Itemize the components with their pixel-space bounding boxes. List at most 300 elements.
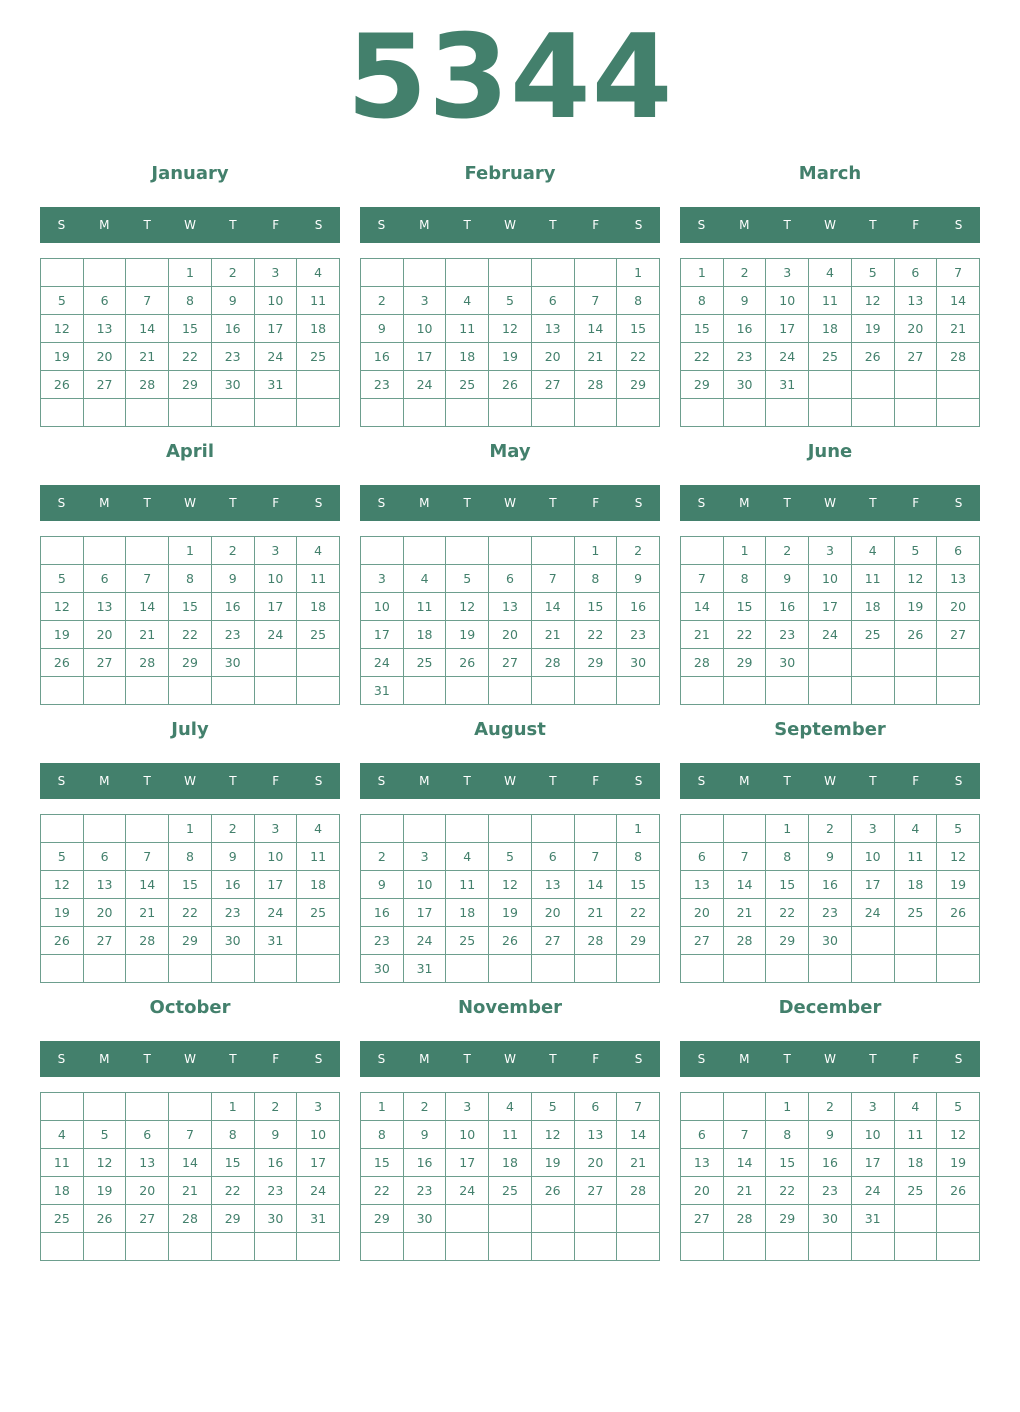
day-cell: 30	[617, 649, 660, 677]
week-row	[681, 955, 980, 983]
week-row	[681, 677, 980, 705]
day-cell: 9	[723, 287, 766, 315]
weekday-label: T	[869, 774, 877, 788]
day-cell: 17	[851, 871, 894, 899]
empty-day-cell	[681, 677, 724, 705]
empty-day-cell	[489, 1233, 532, 1261]
empty-day-cell	[809, 371, 852, 399]
day-cell: 9	[361, 315, 404, 343]
day-cell: 2	[361, 843, 404, 871]
day-cell: 13	[83, 593, 126, 621]
day-cell: 19	[41, 621, 84, 649]
weekday-label: W	[824, 496, 836, 510]
day-cell: 1	[723, 537, 766, 565]
day-cell: 23	[809, 1177, 852, 1205]
empty-day-cell	[361, 1233, 404, 1261]
day-cell: 20	[574, 1149, 617, 1177]
week-row	[681, 593, 980, 621]
day-grid	[680, 1092, 980, 1261]
day-cell: 16	[809, 1149, 852, 1177]
day-cell: 12	[41, 315, 84, 343]
day-cell: 17	[446, 1149, 489, 1177]
weekday-header	[680, 763, 980, 799]
day-cell: 4	[41, 1121, 84, 1149]
day-cell: 29	[169, 649, 212, 677]
empty-day-cell	[446, 677, 489, 705]
empty-day-cell	[489, 677, 532, 705]
day-cell: 26	[894, 621, 937, 649]
day-cell: 26	[937, 1177, 980, 1205]
empty-day-cell	[937, 677, 980, 705]
week-row	[361, 287, 660, 315]
day-cell: 29	[211, 1205, 254, 1233]
day-cell: 19	[489, 899, 532, 927]
day-cell: 10	[403, 871, 446, 899]
day-cell: 22	[723, 621, 766, 649]
day-cell: 24	[446, 1177, 489, 1205]
empty-day-cell	[446, 815, 489, 843]
week-row	[41, 1149, 340, 1177]
day-cell: 27	[126, 1205, 169, 1233]
empty-day-cell	[809, 399, 852, 427]
day-cell: 13	[489, 593, 532, 621]
weekday-label: F	[272, 496, 280, 510]
day-cell: 24	[809, 621, 852, 649]
empty-day-cell	[894, 399, 937, 427]
day-cell: 27	[83, 927, 126, 955]
day-cell: 24	[403, 927, 446, 955]
day-cell: 27	[681, 1205, 724, 1233]
empty-day-cell	[531, 677, 574, 705]
weekday-label: T	[229, 496, 237, 510]
empty-day-cell	[766, 1233, 809, 1261]
day-cell: 21	[126, 621, 169, 649]
month-name: June	[807, 441, 853, 462]
year-title: 5344	[346, 10, 674, 145]
day-cell: 12	[41, 871, 84, 899]
day-cell: 13	[531, 315, 574, 343]
week-row	[41, 259, 340, 287]
week-row	[361, 955, 660, 983]
week-row	[41, 927, 340, 955]
month-name: April	[165, 441, 215, 462]
day-cell: 12	[41, 593, 84, 621]
week-row	[681, 399, 980, 427]
day-cell: 22	[617, 899, 660, 927]
day-cell: 4	[894, 1093, 937, 1121]
day-cell: 27	[83, 371, 126, 399]
empty-day-cell	[723, 1233, 766, 1261]
empty-day-cell	[297, 649, 340, 677]
empty-day-cell	[169, 399, 212, 427]
weekday-label: F	[272, 1052, 280, 1066]
weekday-label: S	[314, 496, 323, 510]
empty-day-cell	[41, 677, 84, 705]
week-row	[681, 927, 980, 955]
day-cell: 14	[126, 593, 169, 621]
day-cell: 23	[361, 927, 404, 955]
week-row	[361, 343, 660, 371]
month-name: September	[774, 719, 886, 740]
weekday-header	[40, 485, 340, 521]
week-row	[361, 1149, 660, 1177]
day-cell: 5	[531, 1093, 574, 1121]
week-row	[41, 955, 340, 983]
weekday-label: M	[419, 774, 430, 788]
week-row	[361, 537, 660, 565]
day-cell: 19	[894, 593, 937, 621]
day-cell: 30	[403, 1205, 446, 1233]
day-cell: 22	[681, 343, 724, 371]
day-cell: 20	[83, 899, 126, 927]
empty-day-cell	[574, 399, 617, 427]
day-cell: 3	[361, 565, 404, 593]
empty-day-cell	[361, 537, 404, 565]
week-row	[681, 1093, 980, 1121]
day-cell: 30	[211, 927, 254, 955]
day-cell: 8	[617, 843, 660, 871]
day-cell: 31	[254, 371, 297, 399]
weekday-label: S	[57, 774, 66, 788]
empty-day-cell	[446, 1205, 489, 1233]
month-name: July	[171, 719, 209, 740]
day-cell: 8	[574, 565, 617, 593]
day-cell: 23	[211, 621, 254, 649]
day-cell: 20	[681, 1177, 724, 1205]
day-cell: 2	[211, 537, 254, 565]
day-cell: 6	[894, 259, 937, 287]
day-cell: 8	[766, 843, 809, 871]
day-cell: 22	[766, 1177, 809, 1205]
empty-day-cell	[809, 955, 852, 983]
day-cell: 6	[574, 1093, 617, 1121]
weekday-header	[360, 485, 660, 521]
empty-day-cell	[851, 649, 894, 677]
empty-day-cell	[126, 815, 169, 843]
week-row	[361, 677, 660, 705]
weekday-label: T	[463, 496, 471, 510]
day-cell: 21	[126, 899, 169, 927]
weekday-label: S	[954, 774, 963, 788]
day-cell: 18	[446, 343, 489, 371]
day-cell: 17	[297, 1149, 340, 1177]
day-cell: 6	[681, 1121, 724, 1149]
week-row	[361, 843, 660, 871]
day-grid	[360, 536, 660, 705]
weekday-label: S	[954, 496, 963, 510]
empty-day-cell	[894, 955, 937, 983]
day-cell: 5	[489, 843, 532, 871]
day-cell: 6	[531, 843, 574, 871]
day-cell: 20	[489, 621, 532, 649]
empty-day-cell	[83, 1093, 126, 1121]
day-cell: 9	[766, 565, 809, 593]
day-cell: 18	[446, 899, 489, 927]
day-grid	[680, 258, 980, 427]
day-cell: 17	[254, 871, 297, 899]
day-cell: 7	[126, 843, 169, 871]
week-row	[681, 343, 980, 371]
day-cell: 26	[446, 649, 489, 677]
day-cell: 27	[489, 649, 532, 677]
day-cell: 28	[681, 649, 724, 677]
empty-day-cell	[617, 399, 660, 427]
day-cell: 11	[851, 565, 894, 593]
weekday-label: M	[99, 1052, 110, 1066]
day-cell: 15	[766, 1149, 809, 1177]
weekday-label: M	[99, 774, 110, 788]
weekday-label: W	[504, 218, 516, 232]
day-cell: 18	[489, 1149, 532, 1177]
week-row	[41, 287, 340, 315]
day-cell: 21	[723, 899, 766, 927]
week-row	[361, 259, 660, 287]
day-cell: 11	[41, 1149, 84, 1177]
day-cell: 6	[489, 565, 532, 593]
day-cell: 13	[937, 565, 980, 593]
weekday-label: T	[143, 774, 151, 788]
month-name: December	[778, 997, 882, 1018]
day-cell: 31	[254, 927, 297, 955]
day-cell: 25	[809, 343, 852, 371]
day-cell: 24	[297, 1177, 340, 1205]
week-row	[681, 537, 980, 565]
day-cell: 5	[83, 1121, 126, 1149]
weekday-label: T	[229, 218, 237, 232]
week-row	[41, 315, 340, 343]
day-cell: 19	[489, 343, 532, 371]
month-name: November	[457, 997, 563, 1018]
day-cell: 5	[851, 259, 894, 287]
day-cell: 15	[361, 1149, 404, 1177]
day-cell: 19	[937, 871, 980, 899]
weekday-label: T	[783, 774, 791, 788]
day-cell: 26	[851, 343, 894, 371]
weekday-label: M	[99, 496, 110, 510]
day-cell: 17	[403, 899, 446, 927]
day-grid	[680, 536, 980, 705]
week-row	[41, 537, 340, 565]
empty-day-cell	[851, 955, 894, 983]
empty-day-cell	[297, 399, 340, 427]
week-row	[361, 1121, 660, 1149]
empty-day-cell	[574, 259, 617, 287]
day-cell: 4	[809, 259, 852, 287]
day-cell: 9	[211, 565, 254, 593]
day-cell: 2	[809, 815, 852, 843]
week-row	[361, 565, 660, 593]
day-cell: 1	[169, 537, 212, 565]
empty-day-cell	[361, 399, 404, 427]
day-cell: 25	[851, 621, 894, 649]
empty-day-cell	[574, 1205, 617, 1233]
day-cell: 22	[169, 343, 212, 371]
empty-day-cell	[937, 1205, 980, 1233]
day-cell: 28	[723, 927, 766, 955]
day-cell: 30	[254, 1205, 297, 1233]
day-cell: 18	[894, 1149, 937, 1177]
empty-day-cell	[41, 537, 84, 565]
day-cell: 21	[937, 315, 980, 343]
empty-day-cell	[83, 537, 126, 565]
empty-day-cell	[937, 649, 980, 677]
day-cell: 27	[894, 343, 937, 371]
weekday-label: T	[463, 1052, 471, 1066]
day-cell: 23	[211, 899, 254, 927]
day-cell: 26	[489, 927, 532, 955]
day-cell: 10	[361, 593, 404, 621]
day-cell: 17	[766, 315, 809, 343]
week-row	[681, 565, 980, 593]
day-cell: 4	[851, 537, 894, 565]
day-cell: 9	[809, 1121, 852, 1149]
day-cell: 8	[169, 287, 212, 315]
weekday-label: M	[739, 1052, 750, 1066]
empty-day-cell	[403, 399, 446, 427]
weekday-label: F	[272, 774, 280, 788]
day-cell: 4	[894, 815, 937, 843]
weekday-label: T	[549, 218, 557, 232]
empty-day-cell	[681, 1233, 724, 1261]
day-cell: 17	[809, 593, 852, 621]
week-row	[361, 399, 660, 427]
weekday-label: T	[549, 496, 557, 510]
empty-day-cell	[531, 259, 574, 287]
day-cell: 17	[254, 593, 297, 621]
empty-day-cell	[126, 677, 169, 705]
week-row	[361, 927, 660, 955]
empty-day-cell	[41, 399, 84, 427]
weekday-label: F	[592, 1052, 600, 1066]
day-cell: 16	[403, 1149, 446, 1177]
day-cell: 19	[41, 899, 84, 927]
day-cell: 7	[574, 287, 617, 315]
day-cell: 21	[169, 1177, 212, 1205]
empty-day-cell	[254, 399, 297, 427]
weekday-label: M	[99, 218, 110, 232]
day-cell: 24	[403, 371, 446, 399]
empty-day-cell	[83, 815, 126, 843]
day-cell: 26	[41, 649, 84, 677]
day-cell: 21	[723, 1177, 766, 1205]
day-cell: 10	[851, 1121, 894, 1149]
week-row	[361, 593, 660, 621]
day-cell: 25	[403, 649, 446, 677]
day-cell: 26	[41, 371, 84, 399]
day-cell: 24	[851, 1177, 894, 1205]
week-row	[681, 259, 980, 287]
day-cell: 17	[254, 315, 297, 343]
day-cell: 19	[851, 315, 894, 343]
day-cell: 23	[809, 899, 852, 927]
weekday-label: T	[869, 1052, 877, 1066]
day-cell: 6	[126, 1121, 169, 1149]
day-cell: 31	[297, 1205, 340, 1233]
day-cell: 20	[681, 899, 724, 927]
day-cell: 16	[211, 593, 254, 621]
day-cell: 29	[766, 1205, 809, 1233]
week-row	[41, 371, 340, 399]
day-cell: 3	[297, 1093, 340, 1121]
day-cell: 3	[851, 1093, 894, 1121]
day-cell: 30	[809, 1205, 852, 1233]
empty-day-cell	[211, 399, 254, 427]
weekday-label: S	[634, 496, 643, 510]
day-cell: 4	[297, 259, 340, 287]
day-cell: 7	[937, 259, 980, 287]
empty-day-cell	[41, 815, 84, 843]
day-cell: 24	[361, 649, 404, 677]
day-cell: 12	[894, 565, 937, 593]
day-cell: 15	[681, 315, 724, 343]
day-cell: 6	[681, 843, 724, 871]
day-cell: 3	[254, 537, 297, 565]
empty-day-cell	[489, 955, 532, 983]
empty-day-cell	[403, 815, 446, 843]
weekday-header	[40, 207, 340, 243]
day-cell: 14	[723, 871, 766, 899]
week-row	[361, 371, 660, 399]
weekday-header	[360, 763, 660, 799]
day-cell: 12	[83, 1149, 126, 1177]
weekday-header	[40, 1041, 340, 1077]
empty-day-cell	[126, 399, 169, 427]
day-cell: 22	[211, 1177, 254, 1205]
day-cell: 20	[937, 593, 980, 621]
day-cell: 11	[446, 315, 489, 343]
weekday-label: S	[697, 1052, 706, 1066]
weekday-header	[360, 207, 660, 243]
day-cell: 10	[851, 843, 894, 871]
day-cell: 30	[211, 371, 254, 399]
day-cell: 16	[617, 593, 660, 621]
day-cell: 11	[489, 1121, 532, 1149]
week-row	[41, 1121, 340, 1149]
empty-day-cell	[126, 259, 169, 287]
day-cell: 15	[617, 871, 660, 899]
empty-day-cell	[83, 677, 126, 705]
day-cell: 11	[894, 1121, 937, 1149]
empty-day-cell	[403, 537, 446, 565]
empty-day-cell	[851, 927, 894, 955]
weekday-label: T	[229, 774, 237, 788]
day-cell: 6	[83, 843, 126, 871]
day-cell: 23	[211, 343, 254, 371]
day-cell: 10	[809, 565, 852, 593]
day-cell: 12	[489, 315, 532, 343]
day-cell: 13	[83, 315, 126, 343]
empty-day-cell	[723, 955, 766, 983]
day-cell: 10	[254, 287, 297, 315]
day-cell: 11	[297, 287, 340, 315]
day-cell: 14	[169, 1149, 212, 1177]
empty-day-cell	[681, 1093, 724, 1121]
empty-day-cell	[489, 815, 532, 843]
week-row	[361, 1177, 660, 1205]
day-cell: 27	[83, 649, 126, 677]
empty-day-cell	[681, 815, 724, 843]
empty-day-cell	[531, 399, 574, 427]
day-cell: 27	[531, 371, 574, 399]
empty-day-cell	[211, 1233, 254, 1261]
empty-day-cell	[297, 927, 340, 955]
empty-day-cell	[617, 955, 660, 983]
day-cell: 2	[254, 1093, 297, 1121]
empty-day-cell	[531, 1205, 574, 1233]
empty-day-cell	[41, 955, 84, 983]
day-cell: 15	[169, 315, 212, 343]
empty-day-cell	[254, 649, 297, 677]
